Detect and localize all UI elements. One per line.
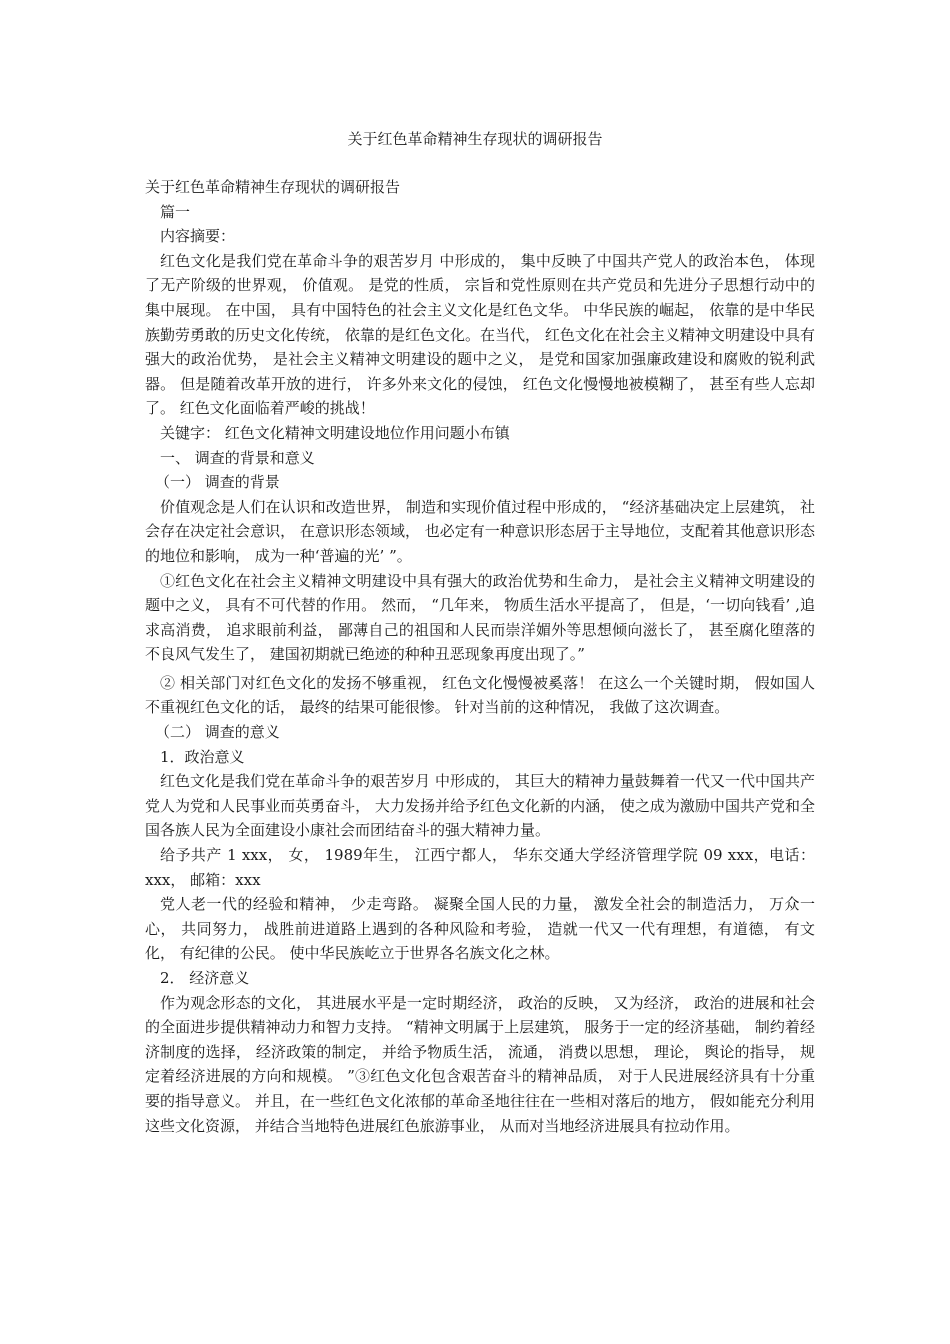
paragraph-economic: 作为观念形态的文化， 其进展水平是一定时期经济， 政治的反映， 又为经济， 政治的进展和社会的全面进步提供精神动力和智力支持。 “精神文明属于上层建筑， 服务于一定的经济基础， 制约着经济制度的选择， 经济政策的制定， 并给予物质生活， 流通， 消费以思想， 理论， 舆论的指导， 规定着经济进展的方向和规模。 ”③红色文化包含艰苦奋斗的精神品质， 对于人民进展经济具有十分重要的指导意义。 并且，在一些红色文化浓郁的革命圣地往往在一些相对落后的地方， 假如能充分利用这些文化资源， 并结合当地特色进展红色旅游事业， 从而对当地经济进展具有拉动作用。 xyxy=(145,993,815,1135)
paragraph-note-2: ② 相关部门对红色文化的发扬不够重视， 红色文化慢慢被奚落！ 在这么一个关键时期， 假如国人不重视红色文化的话， 最终的结果可能很惨。 针对当前的这种情况， 我做了这次调查。 xyxy=(145,673,815,717)
document-body xyxy=(145,175,815,1138)
paragraph-abstract: 红色文化是我们党在革命斗争的艰苦岁月 中形成的， 集中反映了中国共产党人的政治本色， 体现了无产阶级的世界观， 价值观。 是党的性质， 宗旨和党性原则在共产党员和先进分子思想行动中的集中展现。 在中国， 具有中国特色的社会主义文化是红色文华。 中华民族的崛起， 依靠的是中华民族勤劳勇敢的历史文化传统， 依靠的是红色文化。在当代， 红色文化在社会主义精神文明建设中具有强大的政治优势， 是社会主义精神文明建设的题中之义， 是党和国家加强廉政建设和腐败的锐利武器。 但是随着改革开放的进行， 许多外来文化的侵蚀， 红色文化慢慢地被模糊了， 甚至有些人忘却了。 红色文化面临着严峻的挑战！ xyxy=(145,251,815,418)
document-title: 关于红色革命精神生存现状的调研报告 xyxy=(347,130,603,148)
paragraph-author-info: 给予共产 1 xxx， 女， 1989年生， 江西宁都人， 华东交通大学经济管理学院 09 xxx，电话： xxx， 邮箱：xxx xyxy=(145,846,815,889)
paragraph-political-cont: 党人老一代的经验和精神， 少走弯路。 凝聚全国人民的力量， 激发全社会的制造活力， 万众一心， 共同努力， 战胜前进道路上遇到的各种风险和考验， 造就一代又一代有理想，有道德， 有文化， 有纪律的公民。 使中华民族屹立于世界各名族文化之林。 xyxy=(145,895,815,963)
paragraph-keywords: 关键字： 红色文化精神文明建设地位作用问题小布镇 xyxy=(160,423,510,442)
paragraph-heading-economic: 2． 经济意义 xyxy=(160,969,250,987)
paragraph-heading: 关于红色革命精神生存现状的调研报告 xyxy=(145,178,401,196)
paragraph-abstract-label: 内容摘要： xyxy=(160,227,236,246)
paragraph-section-label: 篇一 xyxy=(160,202,191,221)
paragraph-note-1: ①红色文化在社会主义精神文明建设中具有强大的政治优势和生命力， 是社会主义精神文明建设的题中之义， 具有不可代替的作用。 然而， “几年来， 物质生活水平提高了， 但是，‘一切向钱看’ ,追求高消费， 追求眼前利益， 鄙薄自己的祖国和人民而崇洋媚外等思想倾向滋长了， 甚至腐化堕落的不良风气发生了， 建国初期就已绝迹的种种丑恶现象再度出现了。” xyxy=(145,571,815,664)
paragraph-heading-1: 一、 调查的背景和意义 xyxy=(160,448,315,467)
paragraph-heading-political: 1．政治意义 xyxy=(160,747,245,766)
paragraph-heading-1-2: （二） 调查的意义 xyxy=(155,723,280,742)
paragraph-heading-1-1: （一） 调查的背景 xyxy=(155,473,280,492)
paragraph-background: 价值观念是人们在认识和改造世界， 制造和实现价值过程中形成的， “经济基础决定上层建筑， 社会存在决定社会意识， 在意识形态领域， 也必定有一种意识形态居于主导地位，支配着其他意识形态的地位和影响， 成为一种‘普遍的光’ ”。 xyxy=(145,497,815,565)
paragraph-political: 红色文化是我们党在革命斗争的艰苦岁月 中形成的， 其巨大的精神力量鼓舞着一代又一代中国共产党人为党和人民事业而英勇奋斗， 大力发扬并给予红色文化新的内涵， 使之成为激励中国共产党和全国各族人民为全面建设小康社会而团结奋斗的强大精神力量。 xyxy=(145,772,815,840)
